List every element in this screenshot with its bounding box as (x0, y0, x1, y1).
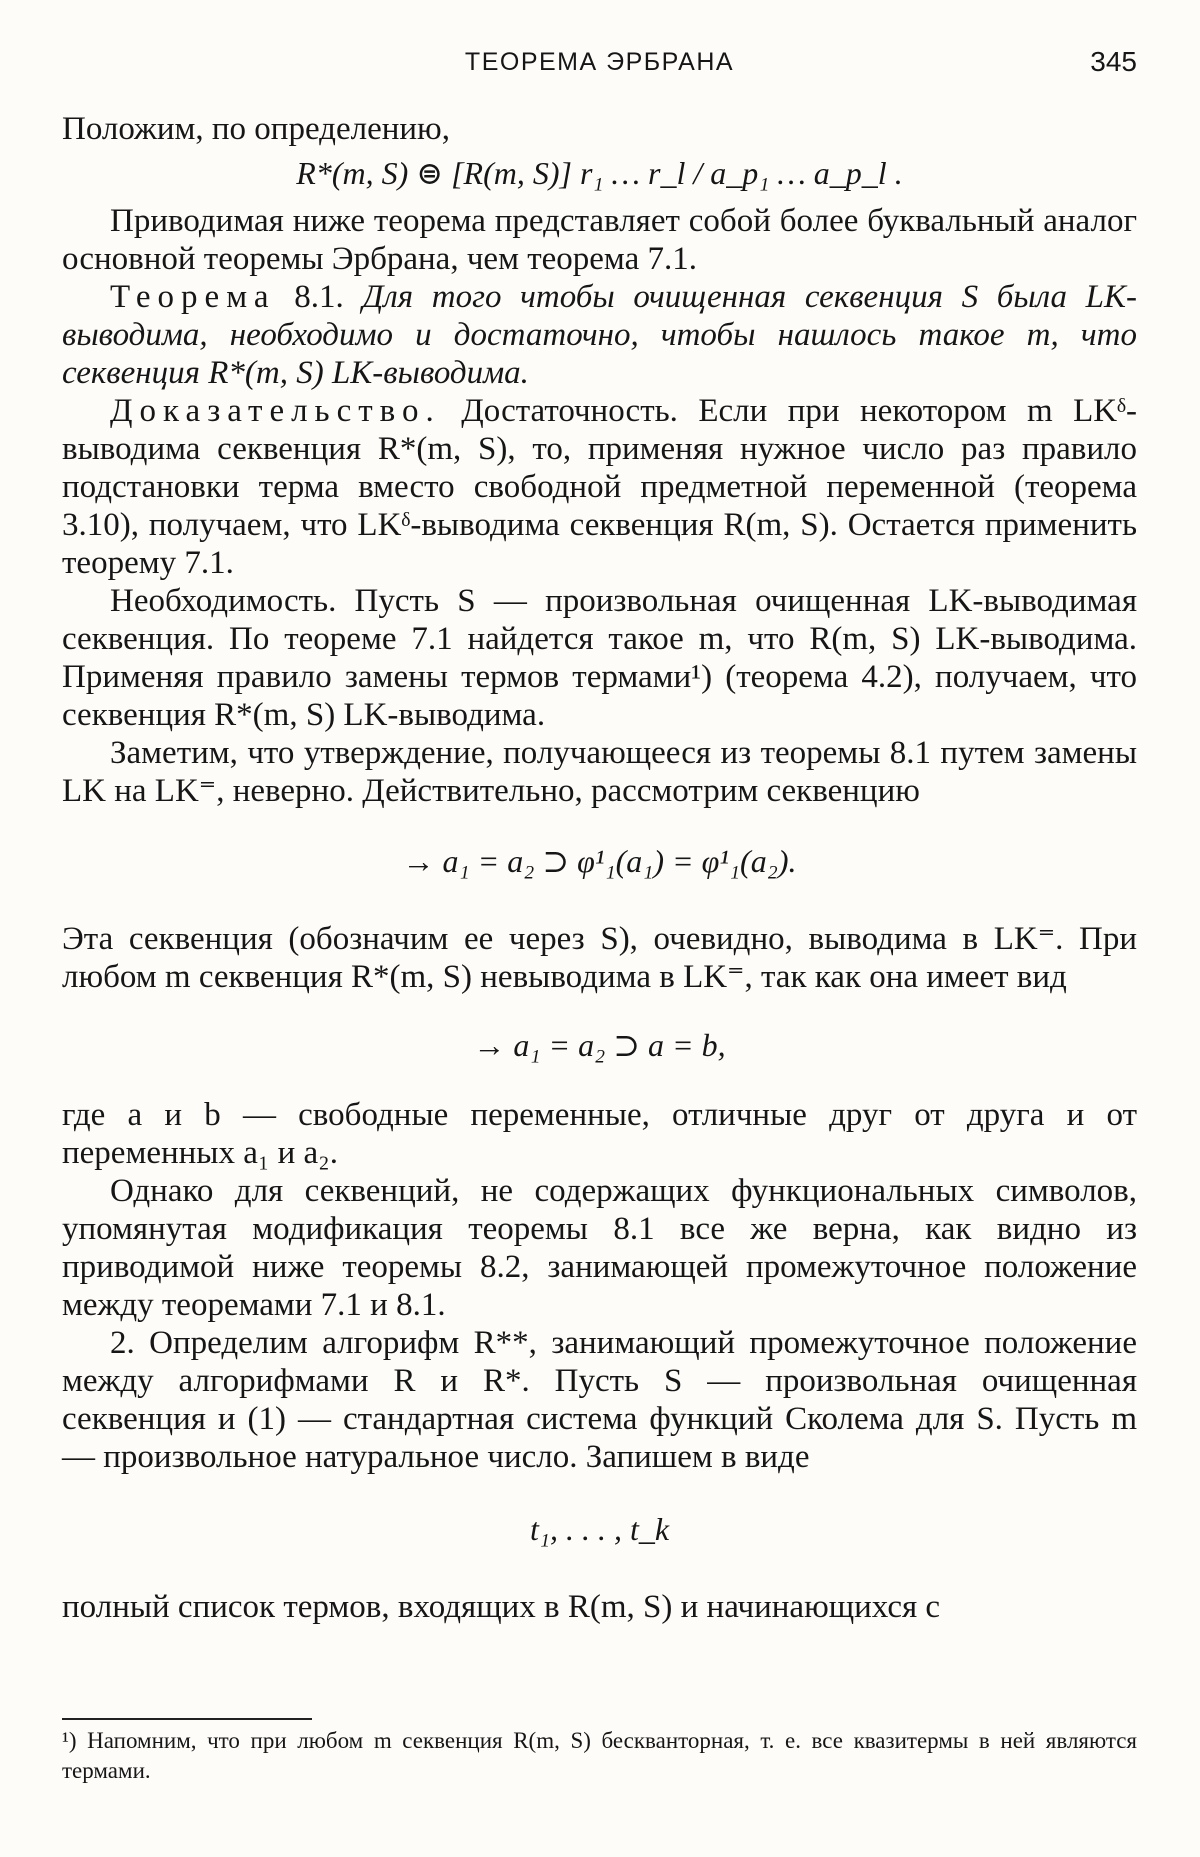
proof-text: Достаточность. Если при некотором m LKᵟ-выводима секвенция R*(m, S), то, применяя нужное число раз правило подстановки терма вместо свободной предметной переменной (теорема 3.10), получаем, что LKᵟ-выводима секвенция R(m, S). Остается применить теорему 7.1. (62, 393, 1137, 581)
footnote: ¹) Напомним, что при любом m секвенция R(m, S) бескванторная, т. е. все квазитермы в ней являются термами. (62, 1728, 1137, 1783)
running-header (62, 42, 1137, 82)
theorem-label: Теорема (110, 279, 276, 315)
paragraph-necessity: Необходимость. Пусть S — произвольная очищенная LK-выводимая секвенция. По теореме 7.1 найдется такое m, что R(m, S) LK-выводима. Применяя правило замены термов термами¹) (теорема 4.2), получаем, что секвенция R*(m, S) LK-выводима. (62, 583, 1137, 733)
theorem-statement: Для того чтобы очищенная секвенция S была LK-выводима, необходимо и достаточно, чтобы нашлось такое m, что секвенция R*(m, S) LK-выводима. (62, 279, 1138, 391)
proof-sufficiency (62, 392, 1137, 582)
formula-r-star: R*(m, S) ⊜ [R(m, S)] r₁ … r_l / a_p₁ … a_p_l . (296, 155, 903, 191)
paragraph-definition: Положим, по определению, (62, 111, 450, 147)
paragraph-section-2: 2. Определим алгорифм R**, занимающий промежуточное положение между алгорифмами R и R*. Пусть S — произвольная очищенная секвенция и (1) — стандартная система функций Сколема для S. Пусть m — произвольное натуральное число. Запишем в виде (62, 1325, 1137, 1475)
paragraph-remark: Заметим, что утверждение, получающееся из теоремы 8.1 путем замены LK на LK⁼, неверно. Действительно, рассмотрим секвенцию (62, 735, 1137, 809)
main-text (62, 110, 1137, 1626)
formula-sequent-ab: → a₁ = a₂ ⊃ a = b, (473, 1027, 726, 1063)
paragraph-free-vars: где a и b — свободные переменные, отличные друг от друга и от переменных a₁ и a₂. (62, 1097, 1137, 1171)
paragraph-term-list: полный список термов, входящих в R(m, S) и начинающихся с (62, 1589, 941, 1625)
formula-term-list: t₁, . . . , t_k (529, 1511, 670, 1547)
paragraph-however: Однако для секвенций, не содержащих функциональных символов, упомянутая модификация теоремы 8.1 все же верна, как видно из приводимой ниже теоремы 8.2, занимающей промежуточное положение между теоремами 7.1 и 8.1. (62, 1173, 1137, 1323)
running-title: ТЕОРЕМА ЭРБРАНА (464, 47, 735, 76)
theorem-number: 8.1. (294, 279, 344, 315)
footnote-rule (62, 1718, 312, 1720)
page-number: 345 (1090, 46, 1137, 77)
proof-label: Доказательство. (110, 393, 441, 429)
formula-sequent-phi: → a₁ = a₂ ⊃ φ¹₁(a₁) = φ¹₁(a₂). (402, 843, 797, 879)
theorem-8-1 (62, 278, 1137, 392)
paragraph-intro: Приводимая ниже теорема представляет собой более буквальный аналог основной теоремы Эрбрана, чем теорема 7.1. (62, 203, 1137, 277)
paragraph-sequent-s: Эта секвенция (обозначим ее через S), очевидно, выводима в LK⁼. При любом m секвенция R*(m, S) невыводима в LK⁼, так как она имеет вид (62, 921, 1137, 995)
